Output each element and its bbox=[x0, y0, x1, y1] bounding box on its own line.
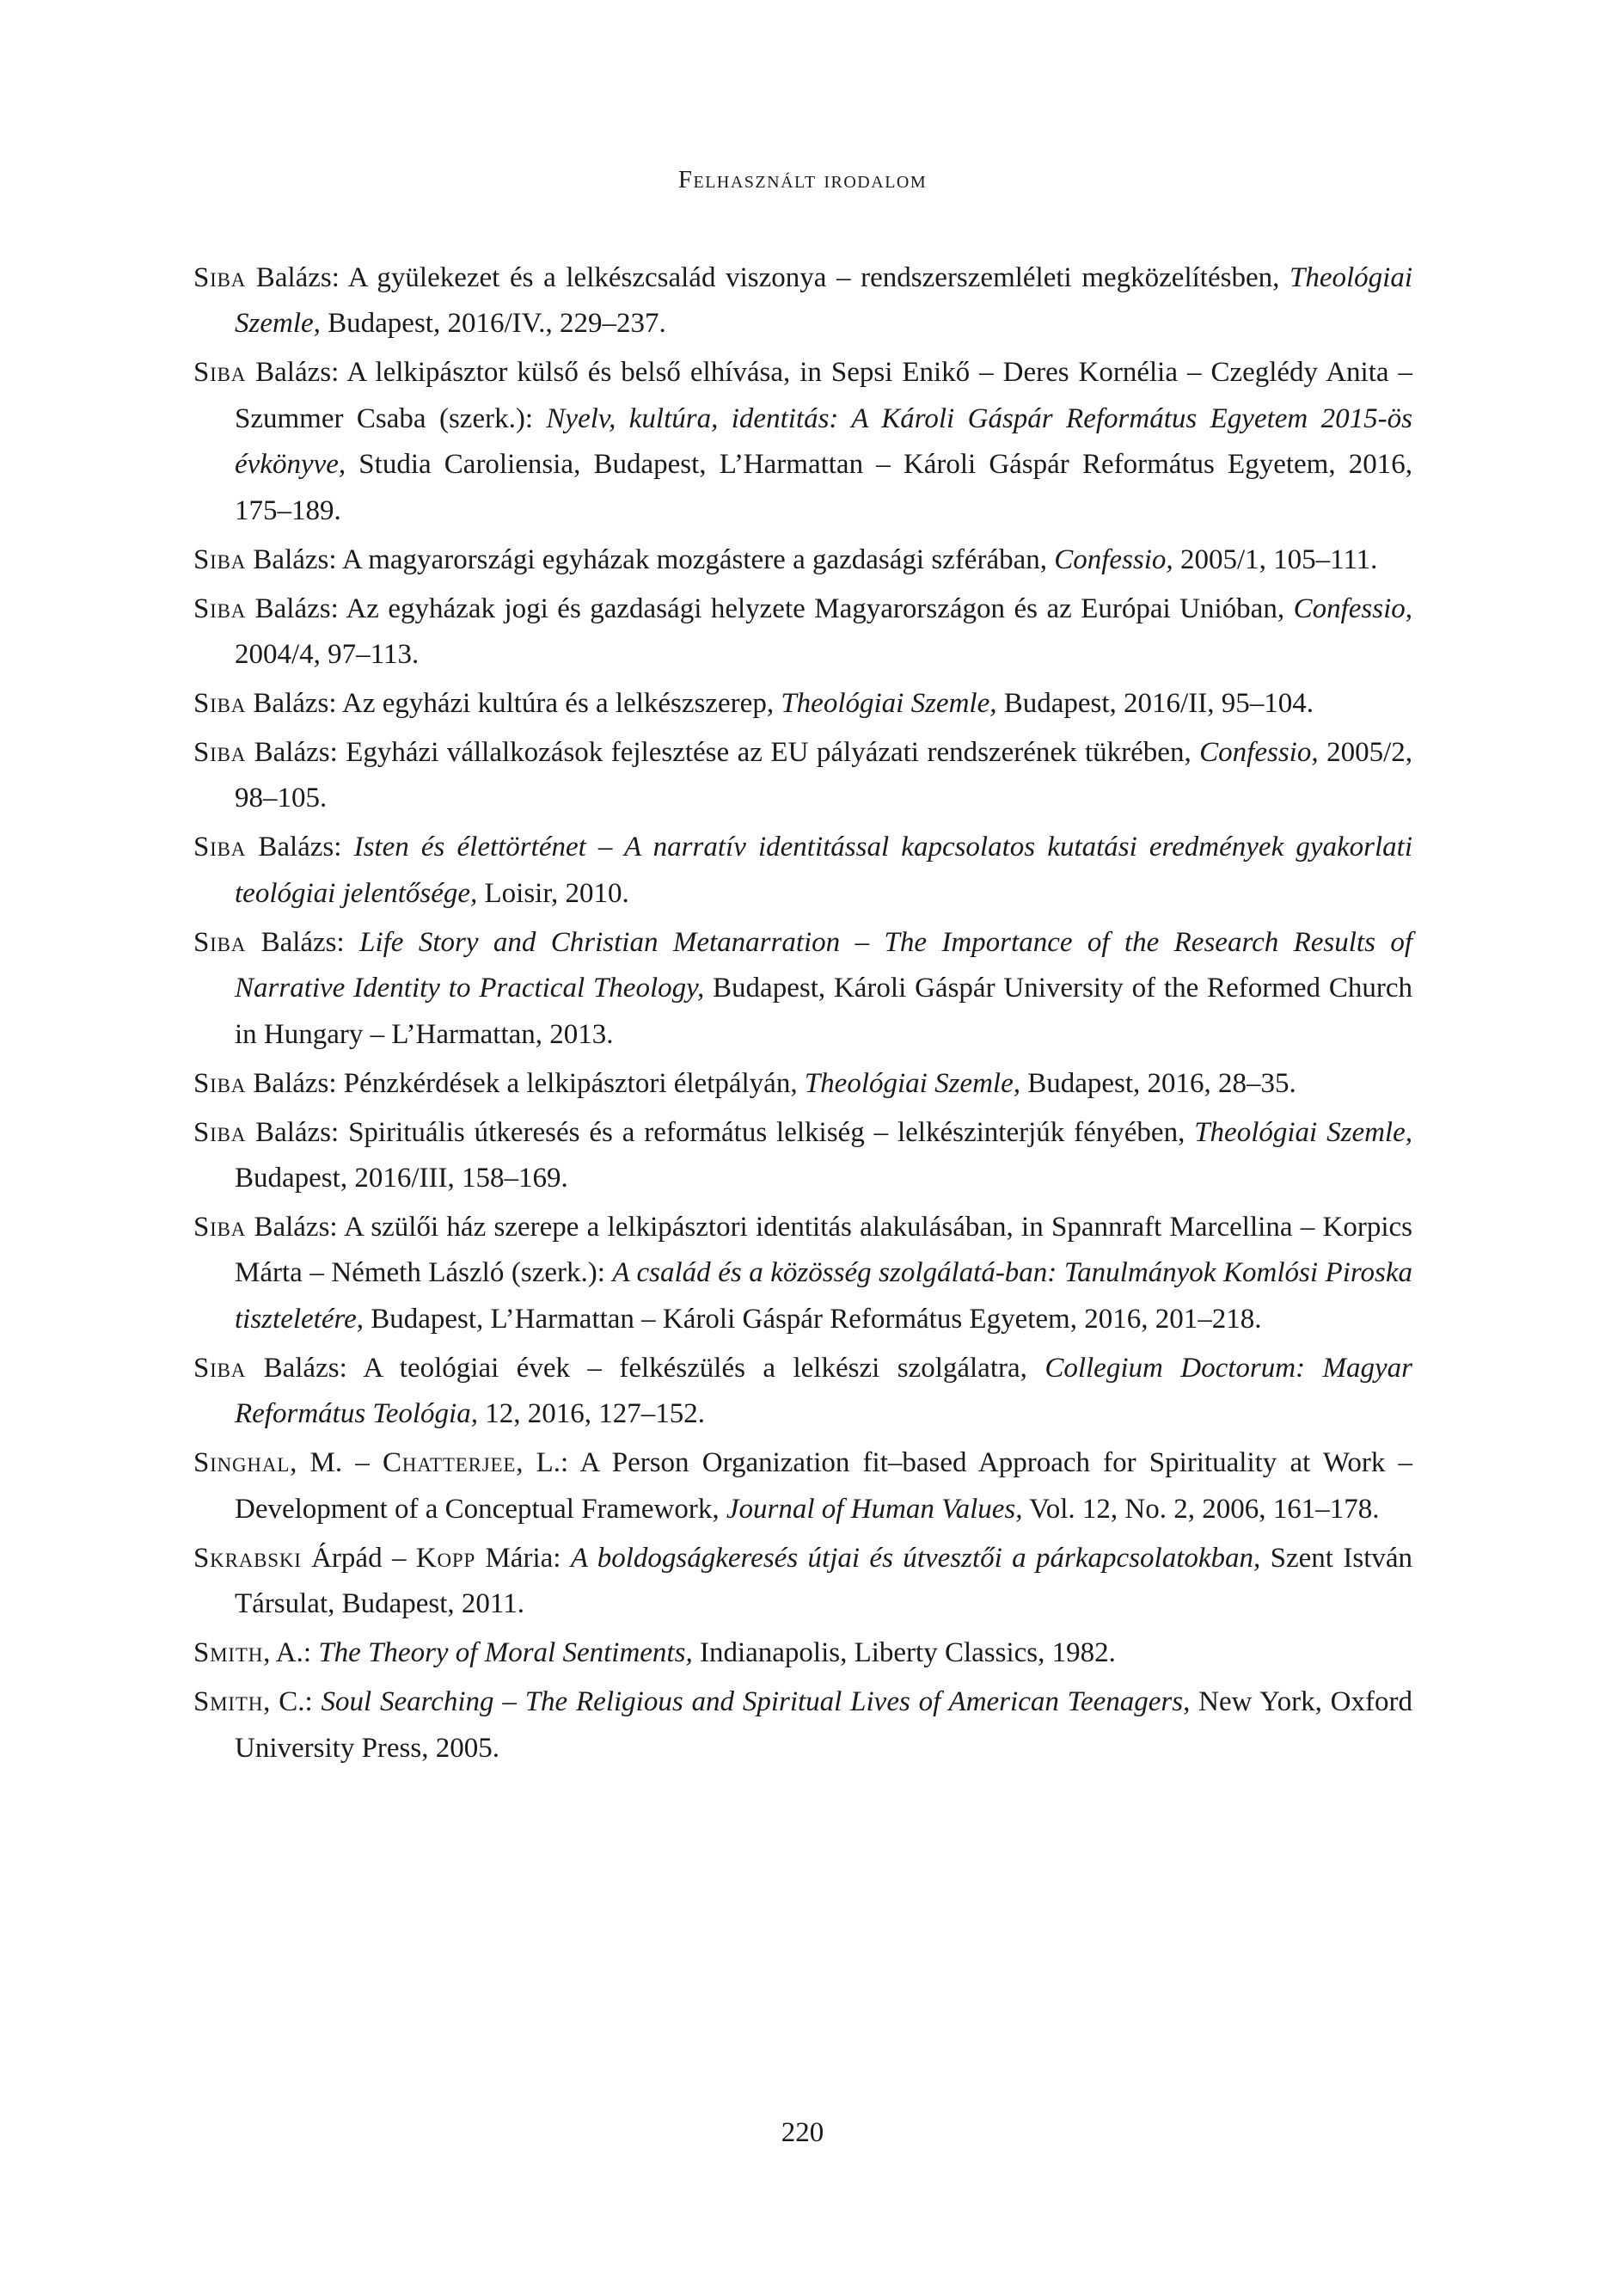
author-surname: Siba bbox=[193, 1212, 247, 1243]
bibliography-entry bbox=[193, 255, 1412, 347]
author-surname: Singhal bbox=[193, 1447, 291, 1479]
citation-text: 2005/1, 105–111. bbox=[1173, 543, 1378, 575]
work-title: A család és a közösség szolgálatá-ban: Tanulmányok Komlósi Piroska tiszteletére, bbox=[235, 1257, 1412, 1335]
citation-text: , New York, Oxford University Press, 2005. bbox=[235, 1686, 1412, 1764]
citation-text: Budapest, 2016/IV., 229–237. bbox=[320, 308, 666, 340]
bibliography-entry bbox=[193, 350, 1412, 534]
work-title: Theológiai Szemle, bbox=[235, 262, 1412, 340]
bibliography-entry bbox=[193, 1679, 1412, 1771]
author-surname: Smith bbox=[193, 1686, 264, 1718]
work-title: Isten és élettörténet – A narratív identitással kapcsolatos kutatási eredmények gyakorlati teológiai jelentősége, bbox=[235, 832, 1412, 909]
work-title: The Theory of Moral Sentiments, bbox=[318, 1637, 693, 1669]
citation-text: Balázs: Spirituális útkeresés és a református lelkiség – lelkészinterjúk fényében, bbox=[246, 1116, 1195, 1148]
citation-text: Budapest, Károli Gáspár University of the Reformed Church in Hungary – L’Harmattan, 2013. bbox=[235, 973, 1412, 1050]
citation-text: Balázs: Az egyházak jogi és gazdasági helyzete Magyarországon és az Európai Unióban, bbox=[246, 592, 1294, 624]
author-surname: Siba bbox=[193, 543, 247, 575]
citation-text: Balázs: Pénzkérdések a lelkipásztori életpályán, bbox=[246, 1067, 805, 1099]
author-surname: Siba bbox=[193, 1067, 247, 1099]
citation-text: Budapest, 2016/III, 158–169. bbox=[235, 1163, 568, 1194]
citation-text: Budapest, 2016/II, 95–104. bbox=[996, 688, 1314, 720]
work-title: Journal of Human Values, bbox=[726, 1493, 1023, 1525]
citation-text: Balázs: bbox=[246, 832, 354, 863]
bibliography-entry bbox=[193, 825, 1412, 917]
citation-text: 2004/4, 97–113. bbox=[235, 639, 420, 671]
citation-text: Balázs: A lelkipásztor külső és belső elhívása, in Sepsi Enikő – Deres Kornélia – Czeglédy Anita – Szummer Csaba (szerk.): bbox=[235, 357, 1412, 434]
bibliography-entry bbox=[193, 586, 1412, 678]
citation-text: Balázs: bbox=[246, 926, 360, 958]
work-title: Life Story and Christian Metanarration – The Importance of the Research Results of Narrative Identity to Practical Theology, bbox=[235, 926, 1412, 1004]
citation-text: Vol. 12, No. 2, 2006, 161–178. bbox=[1022, 1493, 1380, 1525]
citation-text: , L.: A Person Organization fit–based Approach for Spirituality at Work – Development of a Conceptual Framework, bbox=[235, 1447, 1413, 1525]
citation-text: Balázs: Egyházi vállalkozások fejlesztése az EU pályázati rendszerének tükrében, bbox=[246, 737, 1200, 769]
citation-text: Mária: bbox=[475, 1542, 571, 1574]
bibliography-entry bbox=[193, 681, 1412, 727]
bibliography-entry bbox=[193, 1205, 1412, 1342]
bibliography-entry bbox=[193, 1630, 1412, 1676]
work-title: Theológiai Szemle, bbox=[1194, 1116, 1412, 1148]
author-surname: Siba bbox=[193, 357, 247, 389]
citation-text: , C.: bbox=[263, 1686, 322, 1718]
bibliography-list bbox=[193, 255, 1412, 1775]
citation-text: Budapest, 2016, 28–35. bbox=[1020, 1067, 1296, 1099]
citation-text: Szent István Társulat, Budapest, 2011. bbox=[235, 1542, 1413, 1620]
work-title: Confessio, bbox=[1293, 592, 1412, 624]
citation-text: , A.: bbox=[263, 1637, 319, 1669]
work-title: Nyelv, kultúra, identitás: A Károli Gáspár Református Egyetem 2015-ös évkönyve, bbox=[235, 402, 1412, 481]
citation-text: Budapest, L’Harmattan – Károli Gáspár Református Egyetem, 2016, 201–218. bbox=[363, 1303, 1262, 1335]
citation-text: Balázs: Az egyházi kultúra és a lelkészszerep, bbox=[246, 688, 781, 720]
citation-text: Balázs: A szülői ház szerepe a lelkipásztori identitás alakulásában, in Spannraft Marcellina – Korpics Márta – Németh László (szerk.): bbox=[235, 1212, 1412, 1289]
author-surname: Siba bbox=[193, 1352, 247, 1384]
page-number: 220 bbox=[781, 2117, 824, 2148]
bibliography-entry bbox=[193, 1346, 1412, 1438]
citation-text: Studia Caroliensia, Budapest, L’Harmattan – Károli Gáspár Református Egyetem, 2016, 175–189. bbox=[235, 449, 1412, 526]
author-surname: Kopp bbox=[415, 1542, 476, 1574]
citation-text: Balázs: A magyarországi egyházak mozgástere a gazdasági szférában, bbox=[246, 543, 1055, 575]
work-title: Confessio, bbox=[1054, 543, 1173, 575]
author-surname: Smith bbox=[193, 1637, 264, 1669]
work-title: Soul Searching – The Religious and Spiritual Lives of American Teenagers bbox=[321, 1686, 1184, 1718]
bibliography-entry bbox=[193, 920, 1412, 1058]
author-surname: Siba bbox=[193, 832, 247, 863]
bibliography-entry bbox=[193, 730, 1412, 822]
citation-text: Loisir, 2010. bbox=[477, 877, 629, 909]
work-title: Theológiai Szemle, bbox=[781, 688, 997, 720]
citation-text: Balázs: A teológiai évek – felkészülés a lelkészi szolgálatra, bbox=[246, 1352, 1045, 1384]
author-surname: Siba bbox=[193, 737, 247, 769]
bibliography-entry bbox=[193, 537, 1412, 583]
citation-text: Balázs: A gyülekezet és a lelkészcsalád viszonya – rendszerszemléleti megközelítésben, bbox=[246, 262, 1290, 293]
citation-text: , M. – bbox=[290, 1447, 383, 1479]
author-surname: Skrabski bbox=[193, 1542, 302, 1574]
author-surname: Siba bbox=[193, 262, 247, 293]
author-surname: Chatterjee bbox=[382, 1447, 517, 1479]
work-title: Confessio, bbox=[1199, 737, 1319, 769]
bibliography-entry bbox=[193, 1536, 1412, 1628]
work-title: Collegium Doctorum: Magyar Református Teológia, bbox=[235, 1352, 1412, 1430]
running-head: Felhasznált irodalom bbox=[677, 166, 928, 193]
author-surname: Siba bbox=[193, 926, 247, 958]
work-title: A boldogságkeresés útjai és útvesztői a párkapcsolatokban, bbox=[570, 1542, 1261, 1574]
citation-text: Indianapolis, Liberty Classics, 1982. bbox=[692, 1637, 1116, 1669]
bibliography-entry bbox=[193, 1110, 1412, 1202]
author-surname: Siba bbox=[193, 1116, 247, 1148]
citation-text: Árpád – bbox=[301, 1542, 416, 1574]
author-surname: Siba bbox=[193, 592, 247, 624]
citation-text: 12, 2016, 127–152. bbox=[477, 1398, 705, 1430]
citation-text: 2005/2, 98–105. bbox=[235, 737, 1413, 814]
author-surname: Siba bbox=[193, 688, 247, 720]
bibliography-entry bbox=[193, 1061, 1412, 1107]
bibliography-entry bbox=[193, 1440, 1412, 1532]
work-title: Theológiai Szemle, bbox=[804, 1067, 1020, 1099]
